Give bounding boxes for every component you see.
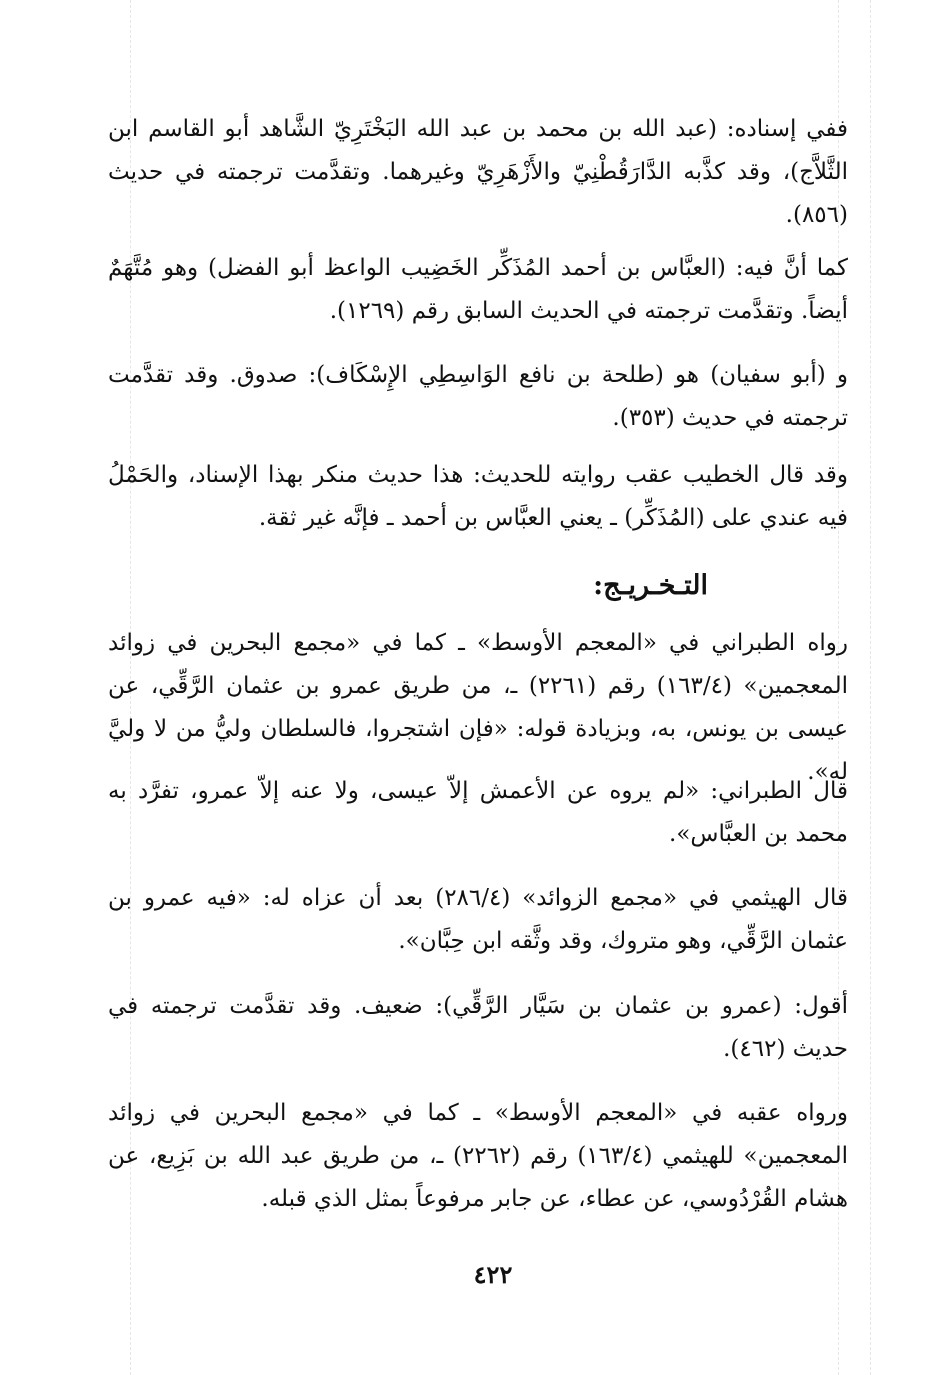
paragraph-second-riwaya: ورواه عقبه في «المعجم الأوسط» ـ كما في «مجمع البحرين في زوائد المعجمين» للهيثمي (١٦٣/٤) رقم (٢٢٦٢) ـ، من طريق عبد الله بن بَزِيع، عن هشام القُرْدُوسي، عن عطاء، عن جابر مرفوعاً بمثل الذي قبله. bbox=[108, 1100, 848, 1212]
section-heading-takhrij: التـخـريـج: bbox=[593, 570, 708, 601]
paragraph-khatib: وقد قال الخطيب عقب روايته للحديث: هذا حديث منكر بهذا الإسناد، والحَمْلُ فيه عندي على (المُذَكِّر) ـ يعني العبَّاس بن أحمد ـ فإنَّه غير ثقة. bbox=[108, 462, 848, 531]
paragraph-isnad: ففي إسناده: (عبد الله بن محمد بن عبد الله البَخْتَرِيّ الشَّاهد أبو القاسم ابن الثَّلاَّج)، وقد كذَّبه الدَّارَقُطْنِيّ والأَزْهَرِيّ وغيرهما. وتقدَّمت ترجمته في حديث (٨٥٦). bbox=[108, 116, 848, 228]
paragraph-aqulu: أقول: (عمرو بن عثمان بن سَيَّار الرَّقِّي): ضعيف. وقد تقدَّمت ترجمته في حديث (٤٦٢). bbox=[108, 993, 848, 1062]
book-page bbox=[108, 0, 848, 1375]
paragraph-abu-sufyan: و (أبو سفيان) هو (طلحة بن نافع الوَاسِطِي الإِسْكَاف): صدوق. وقد تقدَّمت ترجمته في حديث (٣٥٣). bbox=[108, 362, 848, 431]
paragraph-tabarani-quote: قال الطبراني: «لم يروه عن الأعمش إلاّ عيسى، ولا عنه إلاّ عمرو، تفرَّد به محمد بن العبَّاس». bbox=[108, 778, 848, 847]
page-number: ٤٢٢ bbox=[473, 1260, 513, 1289]
scan-guide-line bbox=[870, 0, 871, 1375]
paragraph-haythami: قال الهيثمي في «مجمع الزوائد» (٢٨٦/٤) بعد أن عزاه له: «فيه عمرو بن عثمان الرَّقِّي، وهو متروك، وقد وثَّقه ابن حِبَّان». bbox=[108, 885, 848, 954]
paragraph-tabarani: رواه الطبراني في «المعجم الأوسط» ـ كما في «مجمع البحرين في زوائد المعجمين» (١٦٣/٤) رقم (٢٢٦١) ـ، من طريق عمرو بن عثمان الرَّقِّي، عن عيسى بن يونس، به، وبزيادة قوله: «فإن اشتجروا، فالسلطان وليُّ من لا وليَّ له». bbox=[108, 630, 848, 785]
paragraph-abbas: كما أنَّ فيه: (العبَّاس بن أحمد المُذَكِّر الخَضِيب الواعظ أبو الفضل) وهو مُتَّهَمٌ أيضاً. وتقدَّمت ترجمته في الحديث السابق رقم (١٢٦٩). bbox=[108, 255, 848, 324]
